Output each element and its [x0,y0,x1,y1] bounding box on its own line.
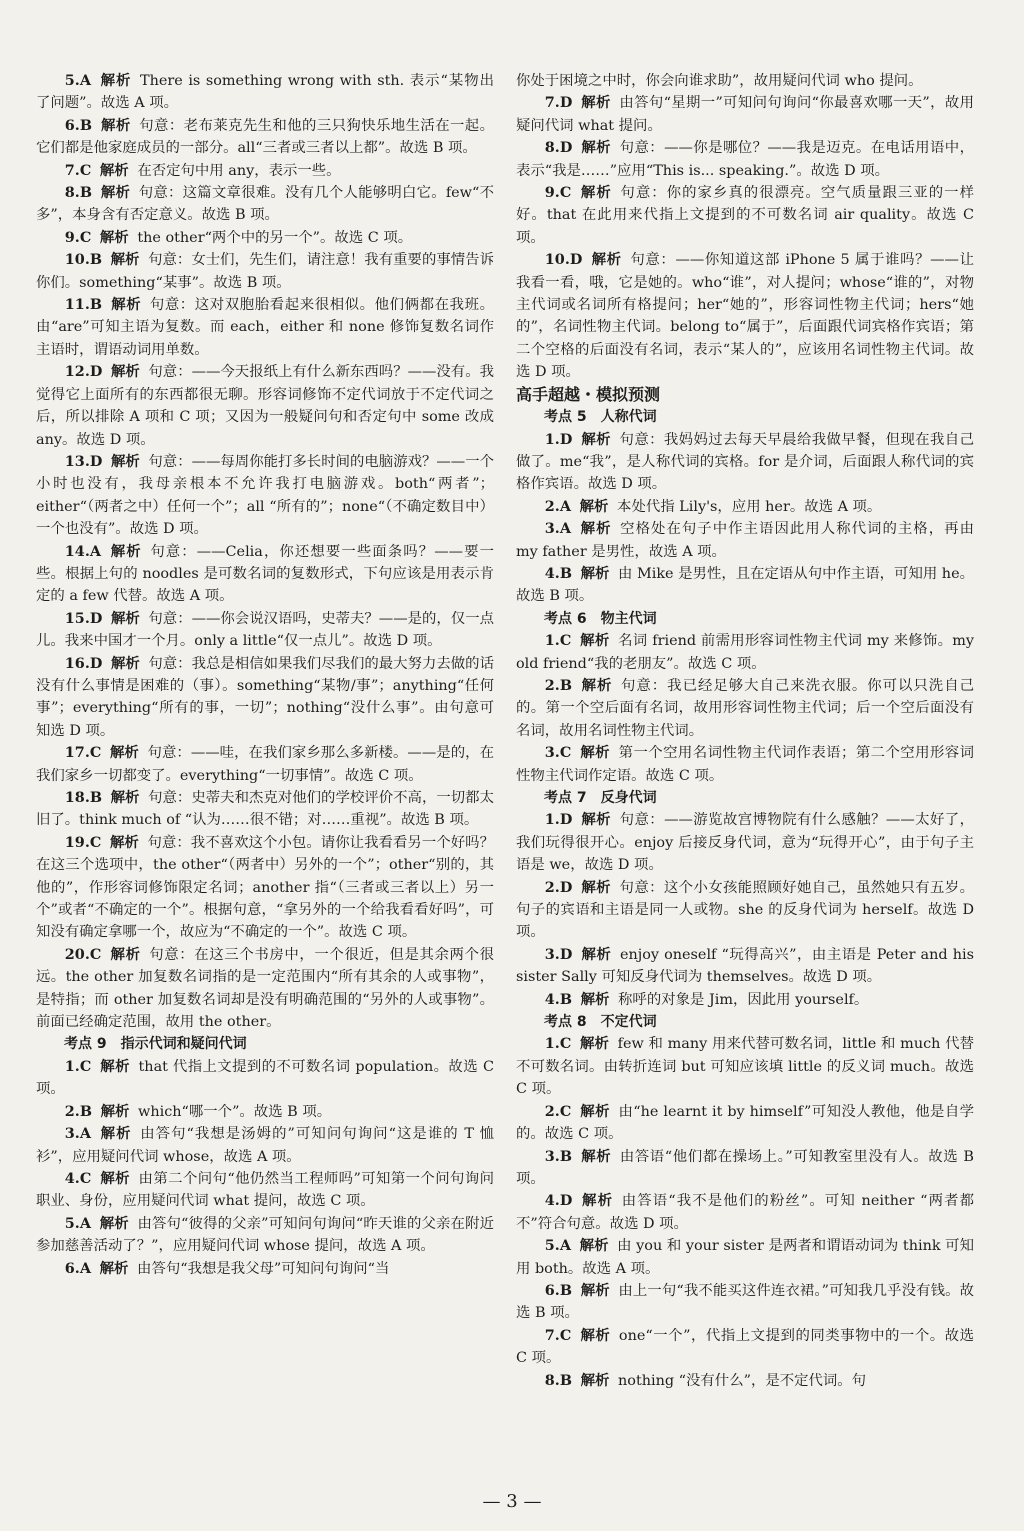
analysis-text: 句意：——你是哪位？——我是迈克。在电话用语中，表示“我是……”应用“This is... speaking.”。故选 D 项。 [516,140,974,179]
analysis-text: 句意：在这三个书房中，一个很近，但是其余两个很远。the other 加复数名词指的是一定范围内“所有其余的人或事物”，是特指；而 other 加复数名词却是没有明确范围的“另外的人或事物”。前面已经确定范围，故用 the other。 [36,946,494,1031]
answer-number: 1.C [544,1035,572,1053]
answer-number: 6.A [64,1259,91,1277]
answer-item [36,944,494,1034]
answer-number: 2.D [544,878,573,896]
analysis-text: 句意：我不喜欢这个小包。请你让我看看另一个好吗？在这三个选项中，the other“（两者中）另外的一个”；other“别的，其他的”，作形容词修饰限定名词；another 指“（三者或三者以上）另一个”或者“不确定的一个”。根据句意，“拿另外的一个给我看看好吗”，可知没有确定拿哪一个，故应为“不确定的一个”。故选 C 项。 [36,834,494,941]
analysis-label: 解析 [99,1259,129,1277]
page-number: — 3 — [482,1491,542,1512]
analysis-text: 句意：——今天报纸上有什么新东西吗？——没有。我觉得它上面所有的东西都很无聊。形容词修饰不定代词放于不定代词之后，所以排除 A 项和 C 项；又因为一般疑问句和否定句中 some 改成 any。故选 D 项。 [36,364,494,448]
analysis-text: 由 Mike 是男性，且在定语从句中作主语，可知用 he。故选 B 项。 [516,565,974,605]
answer-number: 19.C [64,833,102,851]
answer-number: 6.B [64,116,92,134]
answer-item [36,1056,494,1101]
answer-number: 10.D [544,251,583,269]
answer-number: 15.D [64,609,103,627]
analysis-label: 解析 [579,1326,611,1344]
answer-number: 16.D [64,654,103,672]
answer-item [516,1280,974,1325]
answer-item [516,675,974,742]
analysis-text: enjoy oneself “玩得高兴”，由主语是 Peter and his sister Sally 可知反身代词为 themselves。故选 D 项。 [516,946,974,986]
answer-number: 4.C [64,1169,92,1187]
analysis-label: 解析 [590,251,622,269]
analysis-text: 在否定句中用 any，表示一些。 [137,162,341,179]
analysis-label: 解析 [579,497,609,515]
analysis-text: 本处代指 Lily's，应用 her。故选 A 项。 [617,498,882,515]
continued-text: 你处于困境之中时，你会向谁求助”，故用疑问代词 who 提问。 [516,73,923,89]
analysis-label: 解析 [99,228,129,246]
analysis-label: 解析 [580,564,610,582]
answer-number: 9.C [544,184,572,202]
analysis-text: 句意：老布莱克先生和他的三只狗快乐地生活在一起。它们都是他家庭成员的一部分。all“三者或三者以上都”。故选 B 项。 [36,117,494,157]
section-heading: 高手超越・模拟预测 [516,384,661,404]
analysis-label: 解析 [109,833,139,851]
analysis-label: 解析 [99,1057,130,1075]
left-column [36,70,494,1392]
analysis-label: 解析 [110,296,142,314]
answer-item [36,608,494,653]
answer-item [516,518,974,563]
analysis-label: 解析 [99,161,129,179]
analysis-text: the other“两个中的另一个”。故选 C 项。 [137,229,413,246]
analysis-label: 解析 [580,1192,614,1210]
answer-number: 8.D [544,139,573,157]
answer-item [516,429,974,496]
analysis-text: 由答句“我想是我父母”可知问句询问“当 [137,1260,390,1277]
answer-number: 2.B [544,676,572,694]
analysis-text: 名词 friend 前需用形容词性物主代词 my 来修饰。my old friend“我的老朋友”。故选 C 项。 [516,633,974,672]
analysis-label: 解析 [579,632,610,650]
answer-item [516,1235,974,1280]
analysis-label: 解析 [109,542,142,560]
answer-item [516,249,974,383]
answer-item [516,989,974,1011]
answer-number: 3.C [544,744,572,762]
analysis-label: 解析 [110,363,140,381]
answer-item [516,1033,974,1100]
answer-item [36,182,494,227]
topic-heading: 考点 5 人称代词 [544,409,657,426]
answer-number: 13.D [64,452,103,470]
answer-item [516,630,974,675]
analysis-text: that 代指上文提到的不可数名词 population。故选 C 项。 [36,1058,494,1098]
answer-number: 8.B [544,1371,572,1389]
analysis-text: 句意：——每周你能打多长时间的电脑游戏？——一个小时也没有，我母亲根本不允许我打电脑游戏。both“两者”；either“（两者之中）任何一个”；all “所有的”；none“（不确定数目中）一个也没有”。故选 D 项。 [36,453,494,538]
analysis-text: 称呼的对象是 Jim，因此用 yourself。 [618,991,869,1008]
analysis-label: 解析 [580,811,612,829]
analysis-text: 由答语“他们都在操场上。”可知教室里没有人。故选 B 项。 [516,1148,974,1187]
analysis-label: 解析 [109,945,141,963]
analysis-label: 解析 [99,1169,130,1187]
analysis-text: 句意：这个小女孩能照顾好她自己，虽然她只有五岁。句子的宾语和主语是同一人或物。she 的反身代词为 herself。故选 D 项。 [516,879,974,941]
analysis-label: 解析 [580,1371,610,1389]
answer-item [516,563,974,608]
answer-item [516,944,974,989]
analysis-label: 解析 [100,116,131,134]
analysis-label: 解析 [110,452,140,470]
answer-number: 5.A [64,1214,91,1232]
topic-heading: 考点 8 不定代词 [544,1014,657,1031]
analysis-text: 句意：——游览故宫博物院有什么感触？——太好了，我们玩得很开心。enjoy 后接反身代词，意为“玩得开心”，由于句子主语是 we，故选 D 项。 [516,812,974,874]
analysis-text: one“一个”，代指上文提到的同类事物中的一个。故选 C 项。 [516,1327,974,1367]
analysis-label: 解析 [110,654,140,672]
analysis-text: 空格处在句子中作主语因此用人称代词的主格，再由 my father 是男性，故选 A 项。 [516,521,974,560]
answer-number: 7.C [64,161,92,179]
answer-number: 2.B [64,1102,92,1120]
answer-item [36,787,494,832]
analysis-text: 由上一句“我不能买这件连衣裙。”可知我几乎没有钱。故选 B 项。 [516,1282,974,1322]
answer-number: 4.B [544,564,572,582]
analysis-label: 解析 [579,184,612,202]
analysis-label: 解析 [580,1281,610,1299]
analysis-label: 解析 [579,520,612,538]
analysis-text: 由第二个问句“他仍然当工程师吗”可知第一个问句询问职业、身份，应用疑问代词 what 提问，故选 C 项。 [36,1170,494,1210]
analysis-text: 由答句“星期一”可知问句询问“你最喜欢哪一天”，故用疑问代词 what 提问。 [516,95,974,134]
answer-item [36,1101,494,1123]
answer-number: 20.C [64,945,102,963]
analysis-label: 解析 [580,430,611,448]
analysis-text: 由答句“我想是汤姆的”可知问句询问“这是谁的 T 恤衫”，应用疑问代词 whose，故选 A 项。 [36,1126,494,1165]
answer-item [516,1101,974,1146]
analysis-label: 解析 [99,1125,132,1143]
analysis-label: 解析 [109,744,139,762]
answer-item [516,1190,974,1235]
answer-item [516,742,974,787]
analysis-text: 由答语“我不是他们的粉丝”。可知 neither “两者都不”符合句意。故选 D 项。 [516,1193,974,1232]
answer-item [36,115,494,160]
analysis-label: 解析 [110,251,140,269]
answer-number: 3.A [544,520,571,538]
analysis-text: nothing “没有什么”，是不定代词。句 [618,1372,867,1389]
answer-item [36,227,494,249]
analysis-label: 解析 [579,744,610,762]
analysis-label: 解析 [579,1035,610,1053]
right-column [516,70,974,1392]
answer-item [516,496,974,518]
answer-item [36,832,494,944]
answer-item [36,1258,494,1280]
answer-number: 1.C [64,1057,92,1075]
answer-item [36,653,494,743]
analysis-text: 由 you 和 your sister 是两者和谓语动词为 think 可知用 both。故选 A 项。 [516,1238,974,1277]
answer-item [36,294,494,361]
analysis-label: 解析 [579,1102,610,1120]
answer-item [516,137,974,182]
analysis-text: 句意：——你会说汉语吗，史蒂夫？——是的，仅一点儿。我来中国才一个月。only a little“仅一点儿”。故选 D 项。 [36,610,494,650]
analysis-label: 解析 [580,139,612,157]
answer-number: 11.B [64,296,102,314]
answer-number: 5.A [544,1237,571,1255]
analysis-text: 句意：——你知道这部 iPhone 5 属于谁吗？——让我看一看，哦，它是她的。who“谁”，对人提问；whose“谁的”，对物主代词或名词所有格提问；her“她的”，形容词性物主代词；hers“她的”，名词性物主代词。belong to“属于”，后面跟代词宾格作宾语；第二个空格的后面没有名词，表示“某人的”，应该用名词性物主代词。故选 D 项。 [516,252,974,381]
answer-item [516,809,974,876]
answer-number: 6.B [544,1281,572,1299]
answer-item [36,361,494,451]
analysis-label: 解析 [580,990,610,1008]
answer-number: 2.A [544,497,571,515]
answer-item [36,249,494,294]
answer-item [36,1213,494,1258]
answer-item [36,1168,494,1213]
analysis-text: 句意：史蒂夫和杰克对他们的学校评价不高，一切都太旧了。think much of “认为……很不错；对……重视”。故选 B 项。 [36,790,494,829]
answer-number: 9.C [64,228,92,246]
answer-number: 4.B [544,990,572,1008]
answer-item [36,160,494,182]
answer-number: 7.C [544,1326,572,1344]
answer-item [36,70,494,115]
analysis-text: 句意：女士们，先生们，请注意！我有重要的事情告诉你们。something“某事”。故选 B 项。 [36,252,494,291]
analysis-text: 句意：——Celia，你还想要一些面条吗？——要一些。根据上句的 noodles 是可数名词的复数形式，下句应该是用表示肯定的 a few 代替。故选 A 项。 [36,543,494,605]
topic-heading: 考点 9 指示代词和疑问代词 [64,1036,247,1053]
answer-number: 1.D [544,811,573,829]
answer-number: 17.C [64,744,102,762]
analysis-text: 句意：这篇文章很难。没有几个人能够明白它。few“不多”，本身含有否定意义。故选 B 项。 [36,185,494,224]
analysis-label: 解析 [580,94,611,112]
analysis-label: 解析 [99,1214,129,1232]
analysis-label: 解析 [110,789,140,806]
analysis-label: 解析 [580,878,611,896]
answer-number: 12.D [64,363,103,381]
answer-number: 5.A [64,72,91,89]
answer-item [516,1325,974,1370]
two-column-body [36,70,974,1392]
answer-number: 10.B [64,251,102,269]
answer-number: 3.B [544,1147,572,1165]
analysis-label: 解析 [579,1237,609,1255]
answer-number: 3.D [544,945,573,963]
analysis-text: 句意：——哇，在我们家乡那么多新楼。——是的，在我们家乡一切都变了。everything“一切事情”。故选 C 项。 [36,745,494,784]
answer-number: 1.D [544,430,573,448]
answer-number: 4.D [544,1192,573,1210]
analysis-text: 第一个空用名词性物主代词作表语；第二个空用形容词性物主代词作定语。故选 C 项。 [516,745,974,784]
analysis-text: which“哪一个”。故选 B 项。 [138,1103,332,1120]
answer-number: 8.B [64,184,92,202]
answer-item [36,541,494,608]
answer-number: 1.C [544,632,572,650]
answer-item [36,451,494,541]
analysis-label: 解析 [100,1102,130,1120]
answer-number: 7.D [544,94,573,112]
analysis-label: 解析 [99,72,132,89]
topic-heading: 考点 7 反身代词 [544,790,657,806]
analysis-label: 解析 [580,676,613,694]
answer-number: 18.B [64,789,102,806]
answer-item [516,92,974,137]
analysis-text: 由“he learnt it by himself”可知没人教他，他是自学的。故选 C 项。 [516,1103,974,1143]
answer-item [516,1146,974,1191]
analysis-text: There is something wrong with sth. 表示“某物出了问题”。故选 A 项。 [36,73,494,112]
analysis-text: 句意：这对双胞胎看起来很相似。他们俩都在我班。由“are”可知主语为复数。而 each，either 和 none 修饰复数名词作主语时，谓语动词用单数。 [36,297,494,358]
answer-item [36,1123,494,1168]
answer-item [516,1370,974,1392]
analysis-text: 句意：我妈妈过去每天早晨给我做早餐，但现在我自己做了。me“我”，是人称代词的宾格。for 是介词，后面跟人称代词的宾格作宾语。故选 D 项。 [516,431,974,493]
answer-number: 3.A [64,1125,91,1143]
analysis-label: 解析 [580,1147,612,1165]
answer-item [516,877,974,944]
analysis-text: few 和 many 用来代替可数名词，little 和 much 代替不可数名词。由转折连词 but 可知应该填 little 的反义词 much。故选 C 项。 [516,1036,974,1098]
answer-item [36,742,494,787]
answer-item [516,182,974,249]
analysis-text: 句意：我已经足够大自己来洗衣服。你可以只洗自己的。第一个空后面有名词，故用形容词性物主代词；后一个空后面没有名词，故用名词性物主代词。 [516,677,974,739]
analysis-label: 解析 [580,945,612,963]
answer-number: 14.A [64,542,101,560]
analysis-text: 句意：我总是相信如果我们尽我们的最大努力去做的话没有什么事情是困难的（事）。something“某物/事”；anything“任何事”；everything“所有的事，一切”；nothing“没什么事”。由句意可知选 D 项。 [36,655,494,739]
analysis-text: 句意：你的家乡真的很漂亮。空气质量跟三亚的一样好。that 在此用来代指上文提到的不可数名词 air quality。故选 C 项。 [516,185,974,246]
topic-heading: 考点 6 物主代词 [544,610,657,627]
analysis-label: 解析 [110,609,140,627]
answer-number: 2.C [544,1102,572,1120]
analysis-label: 解析 [100,184,131,202]
analysis-text: 由答句“彼得的父亲”可知问句询问“昨天谁的父亲在附近参加慈善活动了？”，应用疑问代词 whose 提问，故选 A 项。 [36,1215,494,1255]
